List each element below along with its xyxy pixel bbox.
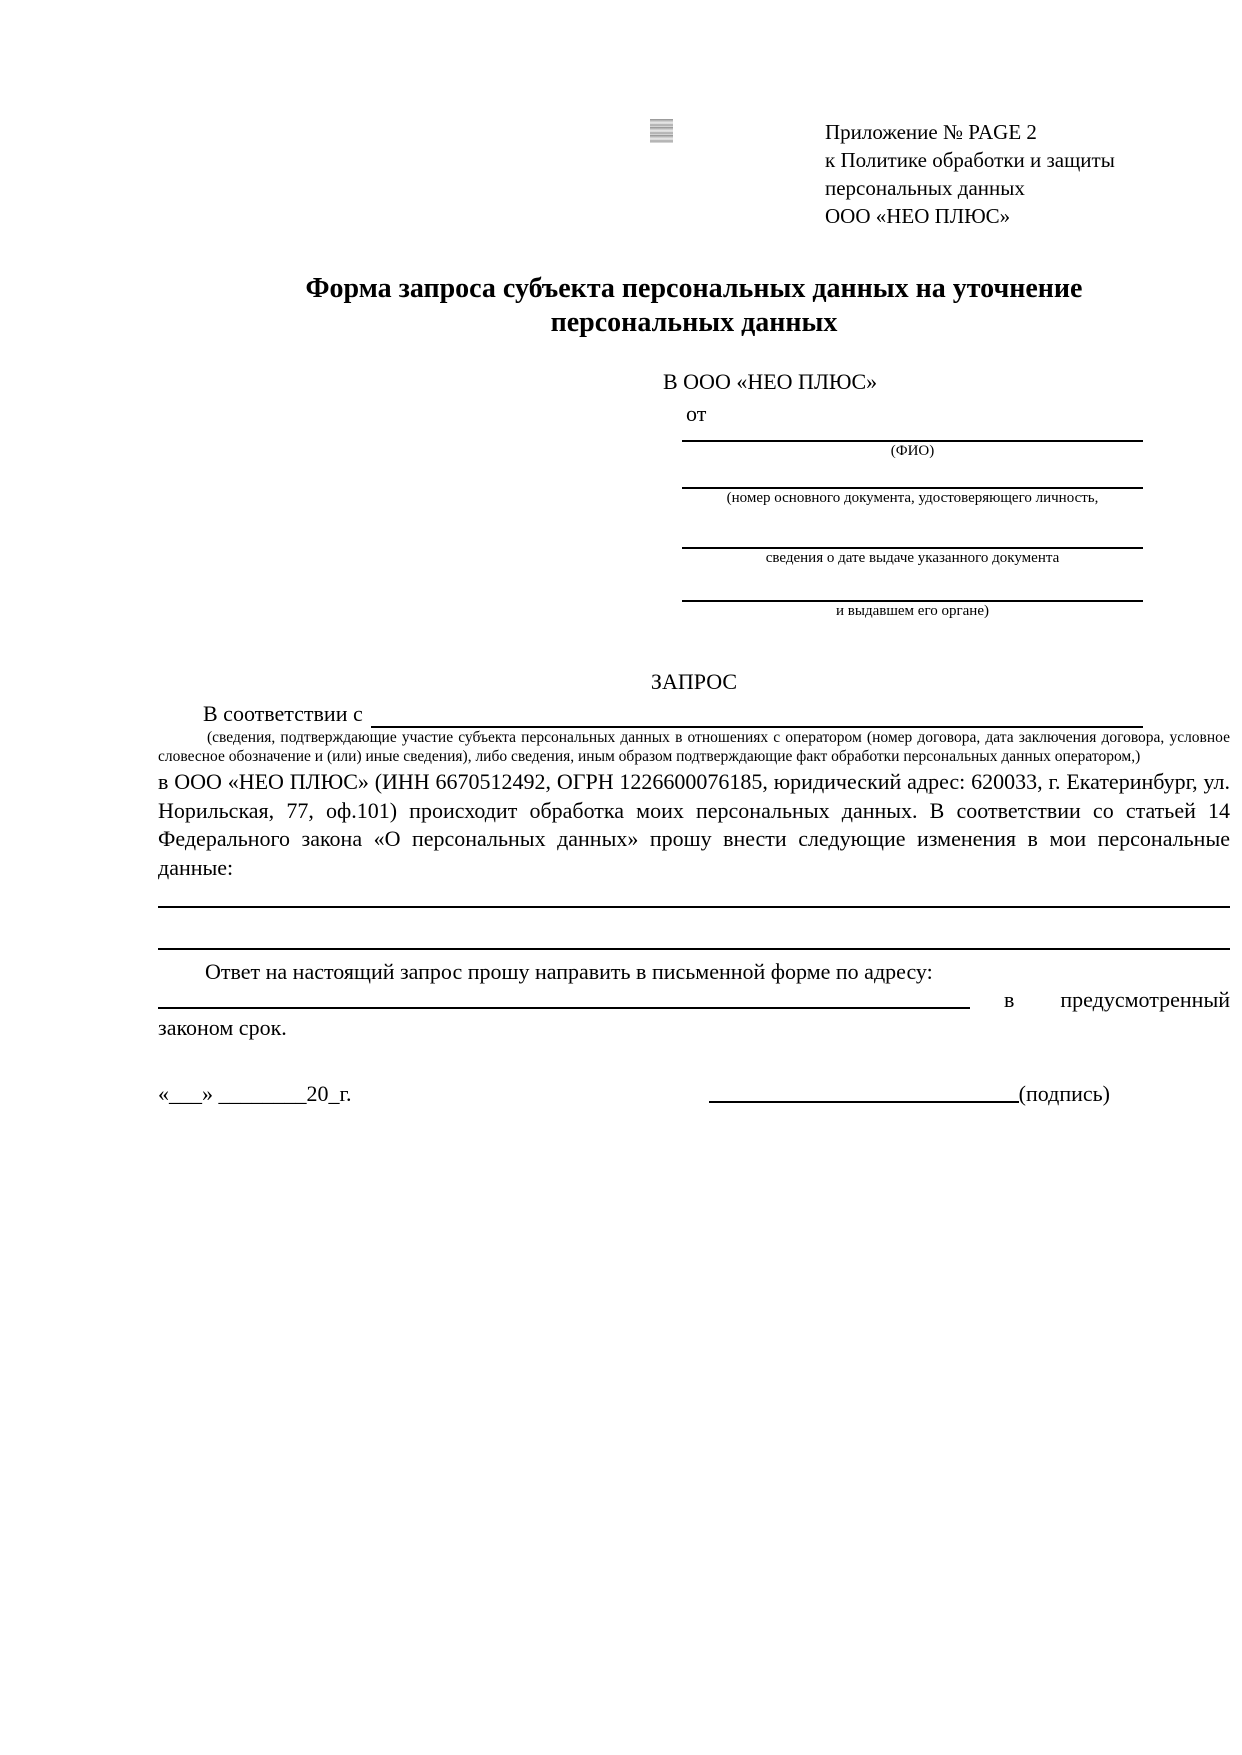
attachment-header-line: Приложение № PAGE 2	[825, 120, 1037, 144]
reply-instruction: Ответ на настоящий запрос прошу направить в письменной форме по адресу:	[205, 959, 933, 984]
signature-group	[709, 1080, 1110, 1108]
reply-word-predusmotrennyi: предусмотренный	[1060, 987, 1230, 1012]
document-number-field-caption: (номер основного документа, удостоверяющего личность,	[726, 490, 1099, 506]
changes-field-line-2[interactable]	[158, 948, 1230, 950]
document-content	[0, 118, 1242, 1108]
basis-row	[158, 700, 1230, 728]
broken-image-placeholder-icon	[650, 119, 673, 143]
reply-address-row	[158, 986, 1230, 1014]
attachment-header-line: персональных данных	[825, 176, 1025, 200]
request-heading: ЗАПРОС	[650, 669, 738, 694]
page-title: Форма запроса субъекта персональных данных на уточнение персональных данных	[305, 273, 1083, 338]
reply-word-v: в	[1004, 987, 1015, 1012]
date-field[interactable]: «___» ________20_г.	[158, 1081, 352, 1106]
fio-field-caption: (ФИО)	[890, 443, 935, 459]
basis-prefix: В соответствии с	[203, 701, 363, 726]
signature-field-line[interactable]	[709, 1101, 1019, 1103]
basis-field-line[interactable]	[371, 700, 1143, 728]
recipient-to-line: В ООО «НЕО ПЛЮС»	[663, 369, 878, 394]
signature-caption: (подпись)	[1018, 1081, 1110, 1106]
changes-field-line-1[interactable]	[158, 906, 1230, 908]
recipient-from-label: от	[686, 401, 707, 426]
request-body: в ООО «НЕО ПЛЮС» (ИНН 6670512492, ОГРН 1226600076185, юридический адрес: 620033, г. Екатеринбург, ул. Норильская, 77, оф.101) происходит обработка моих персональных данных. В соответствии со статьей 14 Федерального закона «О персональных данных» прошу внести следующие изменения в мои персональные данные:	[158, 769, 1230, 880]
recipient-fields	[682, 440, 1143, 620]
basis-note: (сведения, подтверждающие участие субъекта персональных данных в отношениях с оператором (номер договора, дата заключения договора, условное словесное обозначение и (или) иные сведения), либо сведения, иным образом подтверждающие факт обработки персональных данных оператором,)	[158, 729, 1230, 765]
attachment-header-line: ООО «НЕО ПЛЮС»	[825, 204, 1011, 228]
address-field-line[interactable]	[158, 1007, 970, 1009]
issuing-authority-field-caption: и выдавшем его органе)	[836, 603, 989, 619]
issue-date-field-caption: сведения о дате выдаче указанного документа	[765, 550, 1060, 566]
reply-term-line: законом срок.	[158, 1015, 287, 1040]
signature-row	[158, 1080, 1230, 1108]
attachment-header	[825, 118, 1230, 230]
attachment-header-line: к Политике обработки и защиты	[825, 148, 1115, 172]
